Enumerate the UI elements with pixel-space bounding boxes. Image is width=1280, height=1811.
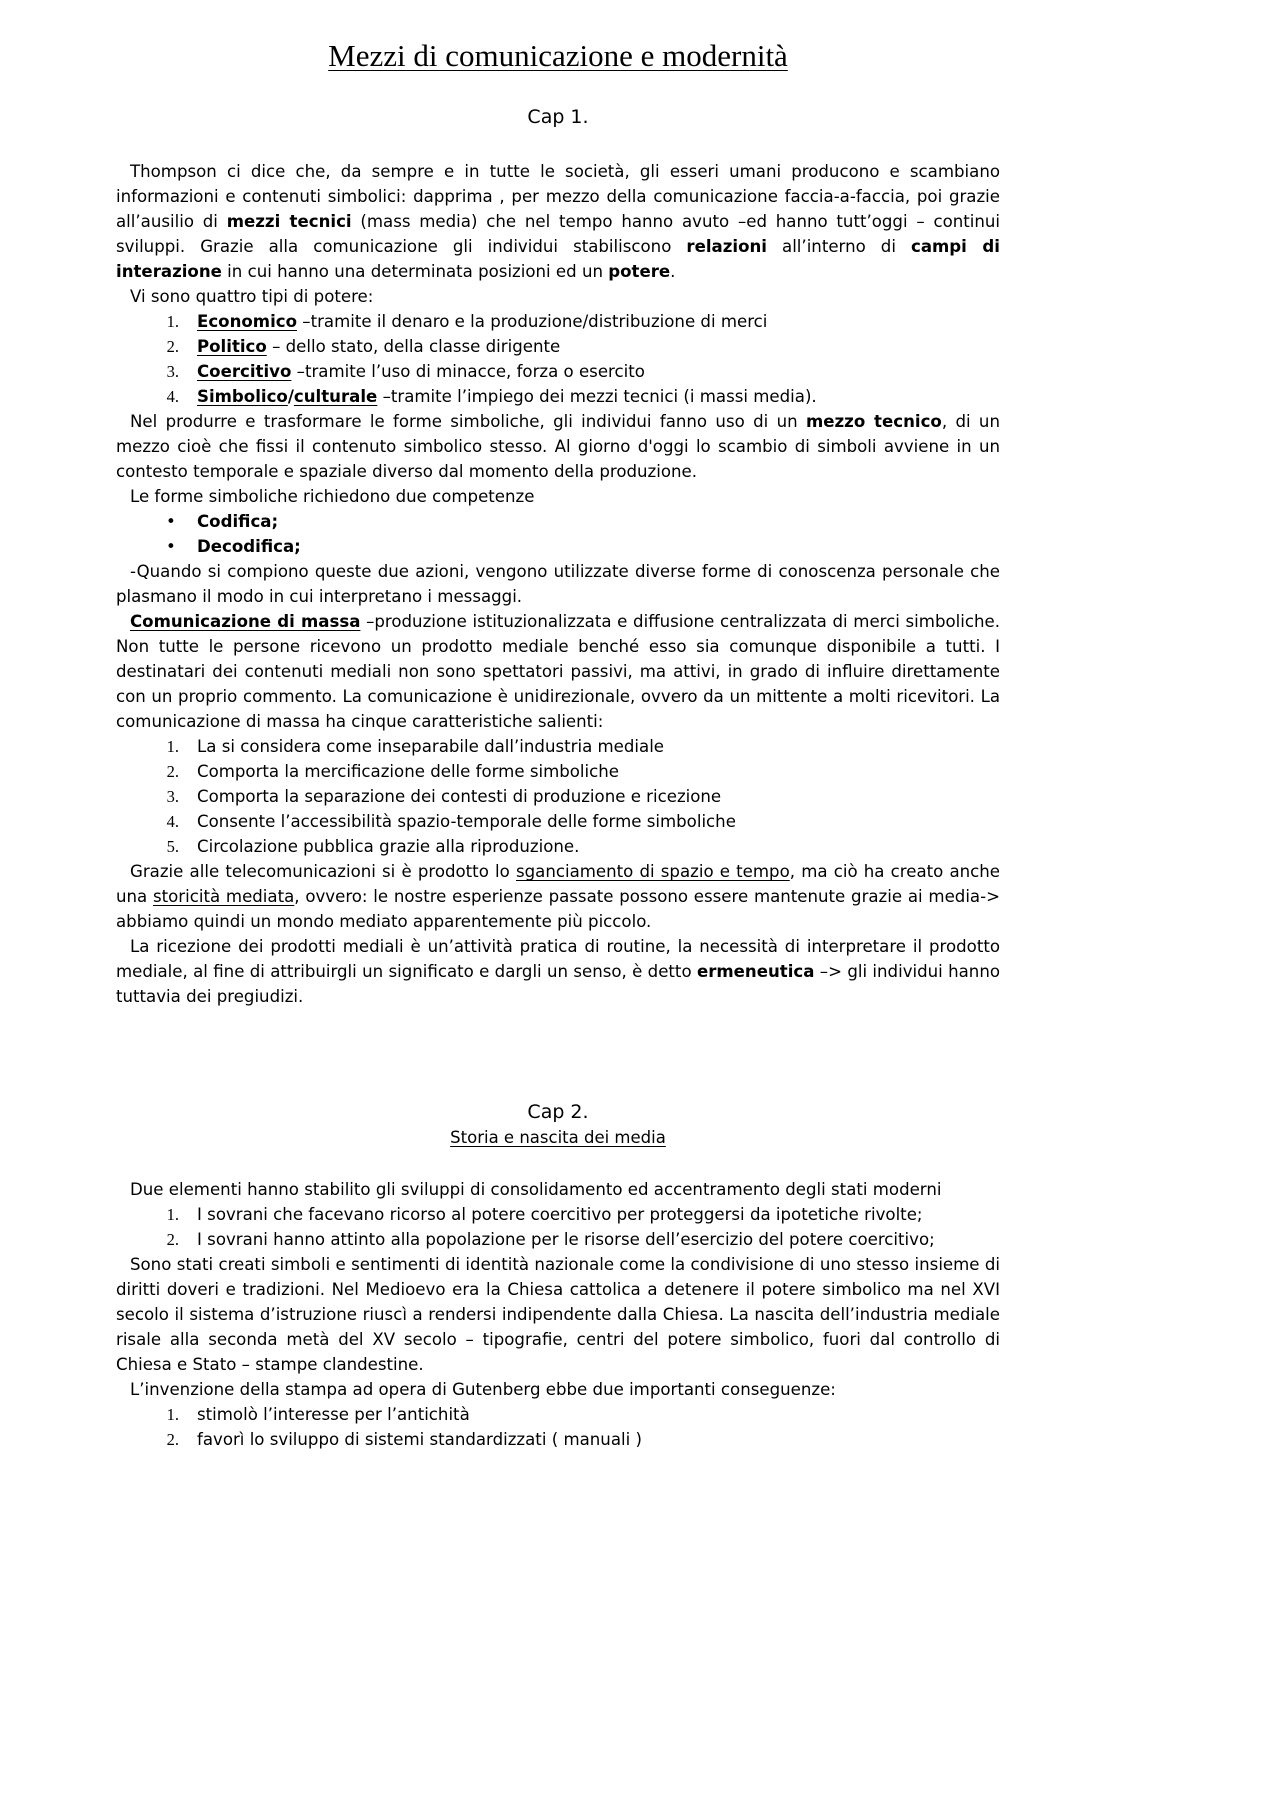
cap2-intro: Due elementi hanno stabilito gli sviluppi di consolidamento ed accentramento degli stati moderni: [130, 1180, 942, 1199]
term-potere: potere: [608, 262, 671, 281]
competenze-list: [116, 509, 1000, 559]
ricezione-paragraph: La ricezione dei prodotti mediali è un’attività pratica di routine, la necessità di interpretare il prodotto mediale, al fine di attribuirgli un significato e dargli un senso, è detto ermeneutica –> gli individui hanno tuttavia dei pregiudizi.: [116, 937, 1000, 1006]
list-item: • Decodifica;: [166, 537, 301, 556]
list-item: 4. Simbolico/culturale –tramite l’impiego dei mezzi tecnici (i massi media).: [166, 387, 817, 406]
term-campi-di-interazione: campi di interazione: [116, 237, 1000, 281]
list-item: 1. stimolò l’interesse per l’antichità: [166, 1405, 470, 1424]
list-item: 1. Economico –tramite il denaro e la produzione/distribuzione di merci: [166, 312, 768, 331]
list-item: 2. Politico – dello stato, della classe dirigente: [166, 337, 561, 356]
chapter-1-heading: Cap 1.: [527, 106, 589, 128]
term-storicita-mediata: storicità mediata: [152, 887, 295, 906]
chapter-2-body: [116, 1177, 1000, 1452]
powers-list: [116, 309, 1000, 409]
massa-paragraph: Comunicazione di massa –produzione istituzionalizzata e diffusione centralizzata di merci simboliche. Non tutte le persone ricevono un prodotto mediale benché esso sia comunque disponibile a tutti. I destinatari dei contenuti mediali non sono spettatori passivi, ma attivi, in grado di influire direttamente con un proprio commento. La comunicazione è unidirezionale, ovvero da un mittente a molti ricevitori. La comunicazione di massa ha cinque caratteristiche salienti:: [116, 612, 1000, 731]
document-title: Mezzi di comunicazione e modernità: [328, 38, 788, 73]
list-item: 1. La si considera come inseparabile dall’industria mediale: [166, 737, 665, 756]
intro-paragraph: Thompson ci dice che, da sempre e in tutte le società, gli esseri umani producono e scambiano informazioni e contenuti simbolici: dapprima , per mezzo della comunicazione faccia-a-faccia, poi grazie all’ausilio di mezzi tecnici (mass media) che nel tempo hanno avuto –ed hanno tutt’oggi – continui sviluppi. Grazie alla comunicazione gli individui stabiliscono relazioni all’interno di campi di interazione in cui hanno una determinata posizioni ed un potere.: [116, 162, 1000, 281]
list-item: 2. I sovrani hanno attinto alla popolazione per le risorse dell’esercizio del potere coercitivo;: [166, 1230, 935, 1249]
simboli-paragraph: Sono stati creati simboli e sentimenti di identità nazionale come la condivisione di uno stesso insieme di diritti doveri e tradizioni. Nel Medioevo era la Chiesa cattolica a detenere il potere simbolico ma nel XVI secolo il sistema d’istruzione riuscì a rendersi indipendente dalla Chiesa. La nascita dell’industria mediale risale alla seconda metà del XV secolo – tipografie, centri del potere simbolico, fuori dal controllo di Chiesa e Stato – stampe clandestine.: [116, 1255, 1000, 1374]
caratteristiche-list: [116, 734, 1000, 859]
elementi-list: [116, 1202, 1000, 1252]
chapter-2-heading: Cap 2.: [527, 1101, 589, 1123]
competenze-intro: Le forme simboliche richiedono due competenze: [130, 487, 535, 506]
term-sganciamento: sganciamento di spazio e tempo: [515, 862, 790, 881]
chapter-1-body: [116, 159, 1000, 1009]
list-item: 1. I sovrani che facevano ricorso al potere coercitivo per proteggersi da ipotetiche rivolte;: [166, 1205, 923, 1224]
term-mezzo-tecnico: mezzo tecnico: [805, 412, 942, 431]
conseguenze-list: [116, 1402, 1000, 1452]
chapter-2-subheading: Storia e nascita dei media: [450, 1128, 666, 1147]
list-item: 4. Consente l’accessibilità spazio-temporale delle forme simboliche: [166, 812, 736, 831]
term-ermeneutica: ermeneutica: [696, 962, 815, 981]
stampa-intro: L’invenzione della stampa ad opera di Gutenberg ebbe due importanti conseguenze:: [130, 1380, 836, 1399]
term-comunicazione-di-massa: Comunicazione di massa: [130, 612, 361, 631]
term-mezzi-tecnici: mezzi tecnici: [226, 212, 352, 231]
list-item: 2. Comporta la mercificazione delle forme simboliche: [166, 762, 619, 781]
mezzo-paragraph: Nel produrre e trasformare le forme simboliche, gli individui fanno uso di un mezzo tecnico, di un mezzo cioè che fissi il contenuto simbolico stesso. Al giorno d'oggi lo scambio di simboli avviene in un contesto temporale e spaziale diverso dal momento della produzione.: [116, 412, 1000, 481]
quando-paragraph: -Quando si compiono queste due azioni, vengono utilizzate diverse forme di conoscenza personale che plasmano il modo in cui interpretano i messaggi.: [116, 562, 1000, 606]
telecomunicazioni-paragraph: Grazie alle telecomunicazioni si è prodotto lo sganciamento di spazio e tempo, ma ciò ha creato anche una storicità mediata, ovvero: le nostre esperienze passate possono essere mantenute grazie ai media-> abbiamo quindi un mondo mediato apparentemente più piccolo.: [116, 862, 1000, 931]
list-item: • Codifica;: [166, 512, 279, 531]
powers-intro: Vi sono quattro tipi di potere:: [130, 287, 374, 306]
list-item: 2. favorì lo sviluppo di sistemi standardizzati ( manuali ): [166, 1430, 642, 1449]
term-relazioni: relazioni: [686, 237, 767, 256]
list-item: 5. Circolazione pubblica grazie alla riproduzione.: [166, 837, 580, 856]
list-item: 3. Comporta la separazione dei contesti di produzione e ricezione: [166, 787, 722, 806]
list-item: 3. Coercitivo –tramite l’uso di minacce, forza o esercito: [166, 362, 645, 381]
